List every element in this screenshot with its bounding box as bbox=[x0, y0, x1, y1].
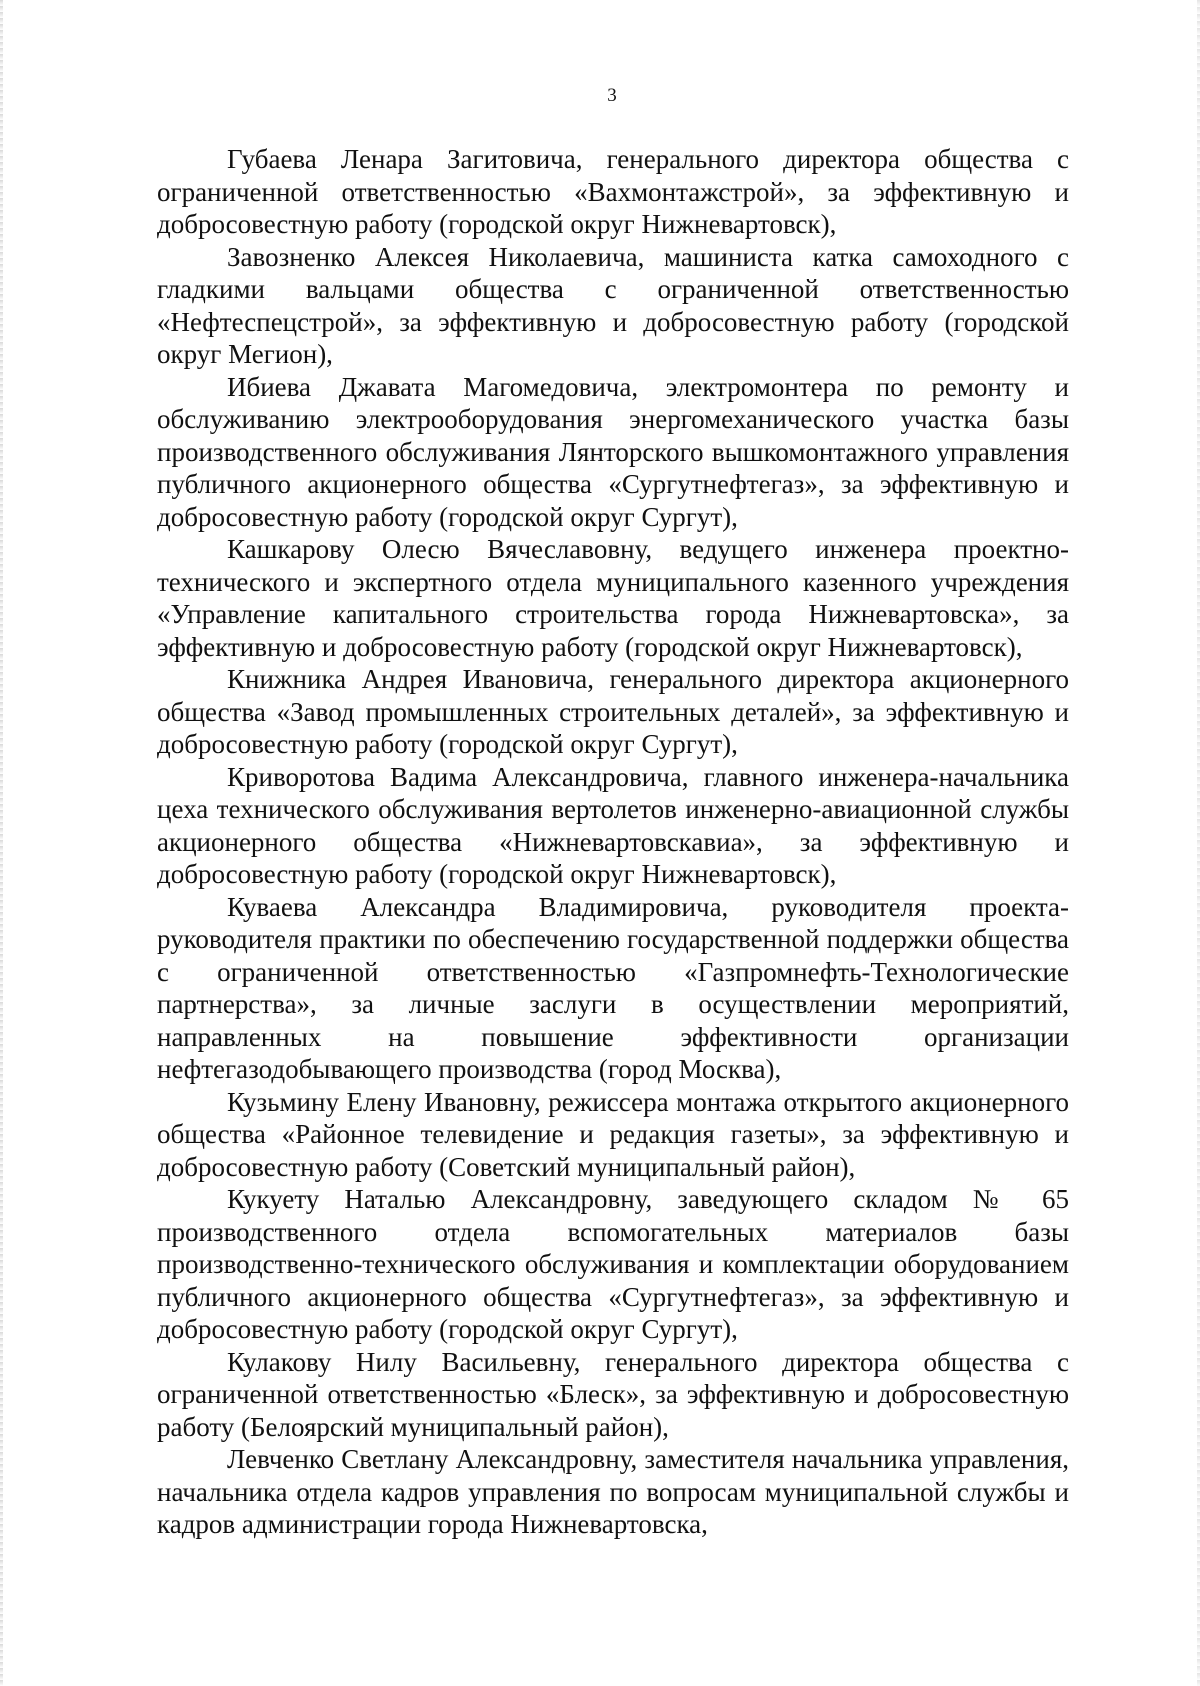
award-entry-gubaev: Губаева Ленара Загитовича, генерального директора общества с ограниченной ответственностью «Вахмонтажстрой», за эффективную и добросовестную работу (городской округ Нижневартовск), bbox=[157, 144, 1069, 239]
scan-edge-left bbox=[0, 0, 3, 1686]
page-number: 3 bbox=[607, 85, 617, 106]
document-body bbox=[157, 143, 1069, 1541]
award-entry-kuzmina: Кузьмину Елену Ивановну, режиссера монтажа открытого акционерного общества «Районное телевидение и редакция газеты», за эффективную и добросовестную работу (Советский муниципальный район), bbox=[157, 1086, 1069, 1182]
award-entry-krivorotov: Криворотова Вадима Александровича, главного инженера-начальника цеха технического обслуживания вертолетов инженерно-авиационной службы акционерного общества «Нижневартовскавиа», за эффективную и добросовестную работу (городской округ Нижневартовск), bbox=[157, 761, 1069, 889]
award-entry-kukueta: Кукуету Наталью Александровну, заведующего складом № 65 производственного отдела вспомогательных материалов базы производственно-технического обслуживания и комплектации оборудованием публичного акционерного общества «Сургутнефтегаз», за эффективную и добросовестную работу (городской округ Сургут), bbox=[157, 1184, 1069, 1344]
award-entry-zavoznenko: Завозненко Алексея Николаевича, машиниста катка самоходного с гладкими вальцами общества с ограниченной ответственностью «Нефтеспецстрой», за эффективную и добросовестную работу (городской округ Мегион), bbox=[157, 241, 1069, 369]
award-entry-kashkarova: Кашкарову Олесю Вячеславовну, ведущего инженера проектно-технического и экспертного отдела муниципального казенного учреждения «Управление капитального строительства города Нижневартовска», за эффективную и добросовестную работу (городской округ Нижневартовск), bbox=[157, 534, 1069, 662]
award-entry-kuvaev: Куваева Александра Владимировича, руководителя проекта-руководителя практики по обеспечению государственной поддержки общества с ограниченной ответственностью «Газпромнефть-Технологические партнерства», за личные заслуги в осуществлении мероприятий, направленных на повышение эффективности организации нефтегазодобывающего производства (город Москва), bbox=[157, 891, 1069, 1084]
award-entry-levchenko: Левченко Светлану Александровну, заместителя начальника управления, начальника отдела кадров управления по вопросам муниципальной службы и кадров администрации города Нижневартовска, bbox=[157, 1444, 1069, 1539]
award-entry-kulakova: Кулакову Нилу Васильевну, генерального директора общества с ограниченной ответственностью «Блеск», за эффективную и добросовестную работу (Белоярский муниципальный район), bbox=[157, 1346, 1069, 1442]
award-entry-knizhnik: Книжника Андрея Ивановича, генерального директора акционерного общества «Завод промышленных строительных деталей», за эффективную и добросовестную работу (городской округ Сургут), bbox=[157, 664, 1069, 759]
award-entry-ibiev: Ибиева Джавата Магомедовича, электромонтера по ремонту и обслуживанию электрооборудования энергомеханического участка базы производственного обслуживания Лянторского вышкомонтажного управления публичного акционерного общества «Сургутнефтегаз», за эффективную и добросовестную работу (городской округ Сургут), bbox=[157, 371, 1069, 532]
